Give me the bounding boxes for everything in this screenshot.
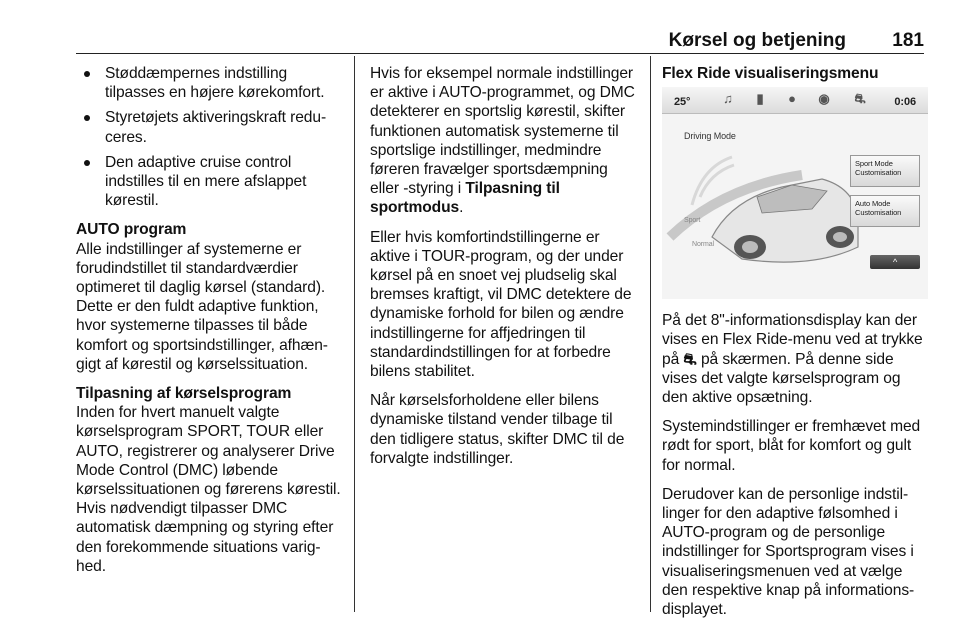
phone-icon: ▮ <box>756 91 764 107</box>
auto-mode-customisation-button[interactable]: Auto Mode Customisation <box>850 195 920 227</box>
column-2 <box>370 64 636 478</box>
flexride-car-icon: ⛐ <box>683 350 697 368</box>
bullet-dot-icon <box>84 115 90 121</box>
page-number: 181 <box>892 30 924 51</box>
column-divider-1 <box>354 56 355 612</box>
bullet-dot-icon <box>84 160 90 166</box>
driving-mode-label: Driving Mode <box>684 131 736 142</box>
adaptation-text: Inden for hvert manuelt valgte kørselsprogram SPORT, TOUR eller AUTO, registrerer og analyserer Drive Mode Control (DMC) løbende kørselssituationen og førerens kørestil. Hvis nødvendigt tilpasser DMC automatisk dæmpning og styring efter den forekommende situations varighed. <box>76 404 341 575</box>
column-divider-2 <box>650 56 651 612</box>
paragraph: På det 8"-informationsdisplay kan der vises en Flex Ride-menu ved at trykke på ⛐ på skærmen. På denne side vises det valgte kørselsprogram og den aktive opsætning. <box>662 312 923 407</box>
auto-program-text: Alle indstillinger af systemerne er forudindstillet til standardværdier optimeret til daglig kørsel (standard). Dette er den fuldt adaptive funktion, hvor systemerne tilpasses til både komfort og sportsindstillinger, afhængigt af kørestil og kørselssituation. <box>76 240 328 373</box>
sport-mode-customisation-button[interactable]: Sport Mode Customisation <box>850 155 920 187</box>
music-icon: ♫ <box>723 91 733 107</box>
mode-normal-label: Normal <box>692 241 714 249</box>
column-1 <box>76 64 342 586</box>
flexride-car-icon: ⛐ <box>854 91 866 107</box>
header-rule <box>76 53 924 54</box>
adaptation-heading: Tilpasning af kørselsprogram <box>76 385 292 403</box>
bullet-item: Støddæmpernes indstilling tilpasses en højere kørekomfort. <box>76 64 342 102</box>
flex-ride-heading: Flex Ride visualiseringsmenu <box>662 65 879 82</box>
auto-program-heading: AUTO program <box>76 221 187 239</box>
navigation-icon: ● <box>788 91 796 107</box>
apps-icon: ◉ <box>818 91 830 107</box>
paragraph: Når kørselsforholdene eller bilens dynamiske tilstand vender tilbage til den tidligere status, skifter DMC til de forvalgte indstillinger. <box>370 392 625 467</box>
paragraph: Systemindstillinger er fremhævet med rødt for sport, blåt for komfort og gult for normal. <box>662 418 921 474</box>
scroll-up-button[interactable]: ^ <box>870 255 920 269</box>
section-title: Kørsel og betjening <box>668 30 846 51</box>
page-header <box>0 26 924 56</box>
paragraph: Eller hvis komfortindstillingerne er aktive i TOUR-program, og der under kørsel på en snoet vej pludselig skal bremses kraftigt, vil DMC detektere de dynamiske forhold for bilen og ændre indstillingerne for affjedringen til standardindstillingen for at forbedre bilens stabilitet. <box>370 228 632 381</box>
bullet-item: Den adaptive cruise control indstilles til en mere afslappet kørestil. <box>76 153 342 211</box>
bullet-item: Styretøjets aktiveringskraft reduceres. <box>76 108 342 146</box>
car-wheel-hub <box>742 241 758 253</box>
temperature-readout: 25° <box>674 96 691 109</box>
column-3 <box>662 64 928 629</box>
car-wheel-hub <box>833 232 847 242</box>
flex-ride-screen-image <box>662 87 928 299</box>
bullet-list <box>76 64 342 210</box>
bullet-dot-icon <box>84 71 90 77</box>
clock-readout: 0:06 <box>894 96 916 109</box>
mode-sport-label: Sport <box>684 217 701 225</box>
menu-reference: Tilpasning til sportmodus <box>370 180 560 217</box>
paragraph: Hvis for eksempel normale indstillinger er aktive i AUTO-programmet, og DMC detekterer en sportslig kørestil, skifter funktionen automatisk systemerne til sportslige indstillinger, medmindre føreren fravælger sportsdæmpning eller -styring i Tilpasning til sportmodus. <box>370 65 635 217</box>
paragraph: Derudover kan de personlige indstillinger for den adaptive følsomhed i AUTO-program og de personlige indstillinger for Sportsprogram vises i visualiseringsmenuen ved at vælge den respektive knap på informationsdisplayet. <box>662 485 915 619</box>
